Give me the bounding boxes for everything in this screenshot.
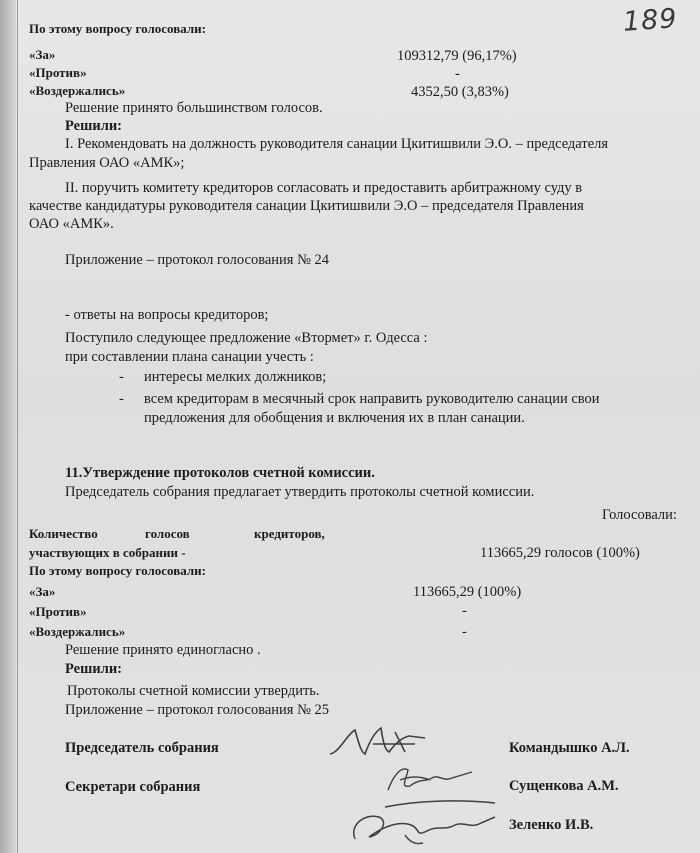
secretary-2-signature xyxy=(345,795,505,851)
handwritten-page-number: 189 xyxy=(621,3,679,38)
chair-signature xyxy=(325,722,435,762)
count-word-3: кредиторов, xyxy=(254,526,325,541)
resolution-2-line-2: качестве кандидатуры руководителя санации Цкитишвили Э.О – председателя Правления xyxy=(29,198,584,214)
vote-abstain-value: 4352,50 (3,83%) xyxy=(411,84,509,100)
secretary-1-signature xyxy=(380,760,480,800)
vote-against-value-11: - xyxy=(462,603,467,619)
vote-against-label-11: «Против» xyxy=(29,604,87,619)
bullet-2-line-1: всем кредиторам в месячный срок направить руководителю санации свои xyxy=(144,391,600,407)
resolution-2-line-3: ОАО «АМК». xyxy=(29,216,114,232)
vote-for-value-11: 113665,29 (100%) xyxy=(413,584,522,600)
resolved-label-11: Решили: xyxy=(65,661,123,677)
vote-abstain-value-11: - xyxy=(462,624,467,640)
resolution-1-line-2: Правления ОАО «АМК»; xyxy=(29,155,185,171)
resolved-label: Решили: xyxy=(65,118,123,134)
vote-for-label-11: «За» xyxy=(29,584,56,599)
section-11-title: 11.Утверждение протоколов счетной комиссии. xyxy=(65,465,375,481)
bullet-1-dash: - xyxy=(119,369,124,385)
resolution-2-line-1: II. поручить комитету кредиторов согласовать и предоставить арбитражному суду в xyxy=(65,180,583,196)
vote-for-label: «За» xyxy=(29,47,56,62)
appendix-24: Приложение – протокол голосования № 24 xyxy=(65,252,330,268)
decision-11: Решение принято единогласно . xyxy=(65,642,261,658)
vote-against-label: «Против» xyxy=(29,65,87,80)
proposal-line: Поступило следующее предложение «Втормет» г. Одесса : xyxy=(65,330,428,346)
binding-edge xyxy=(0,0,16,853)
binding-line xyxy=(17,0,18,853)
appendix-25: Приложение – протокол голосования № 25 xyxy=(65,702,330,718)
bullet-2-line-2: предложения для обобщения и включения их в план санации. xyxy=(144,410,525,426)
answers-line: - ответы на вопросы кредиторов; xyxy=(65,307,269,323)
vote-abstain-label-11: «Воздержались» xyxy=(29,624,126,639)
secretary-1-name: Сущенкова А.М. xyxy=(509,778,619,794)
bullet-2-dash: - xyxy=(119,391,124,407)
vote-for-value: 109312,79 (96,17%) xyxy=(397,48,517,64)
chair-label: Председатель собрания xyxy=(65,740,219,756)
vote-abstain-label: «Воздержались» xyxy=(29,83,126,98)
count-word-1: Количество xyxy=(29,526,98,541)
secretaries-label: Секретари собрания xyxy=(65,779,201,795)
bullet-1-text: интересы мелких должников; xyxy=(144,369,327,385)
resolution-1-line-1: I. Рекомендовать на должность руководителя санации Цкитишвили Э.О. – председателя xyxy=(65,136,609,152)
voted-label: Голосовали: xyxy=(602,507,677,523)
secretary-2-name: Зеленко И.В. xyxy=(509,817,594,833)
count-line-2: участвующих в собрании - xyxy=(29,545,186,560)
count-word-2: голосов xyxy=(145,526,190,541)
vote-heading-11: По этому вопросу голосовали: xyxy=(29,563,206,578)
chair-name: Командышко А.Л. xyxy=(509,740,630,756)
vote-against-value: - xyxy=(455,66,460,82)
vote-heading: По этому вопросу голосовали: xyxy=(29,21,206,36)
chair-proposal-line: Председатель собрания предлагает утвердить протоколы счетной комиссии. xyxy=(65,484,535,500)
approve-line: Протоколы счетной комиссии утвердить. xyxy=(67,683,320,699)
decision-text: Решение принято большинством голосов. xyxy=(65,100,323,116)
plan-line: при составлении плана санации учесть : xyxy=(65,349,314,365)
count-value: 113665,29 голосов (100%) xyxy=(480,545,640,561)
